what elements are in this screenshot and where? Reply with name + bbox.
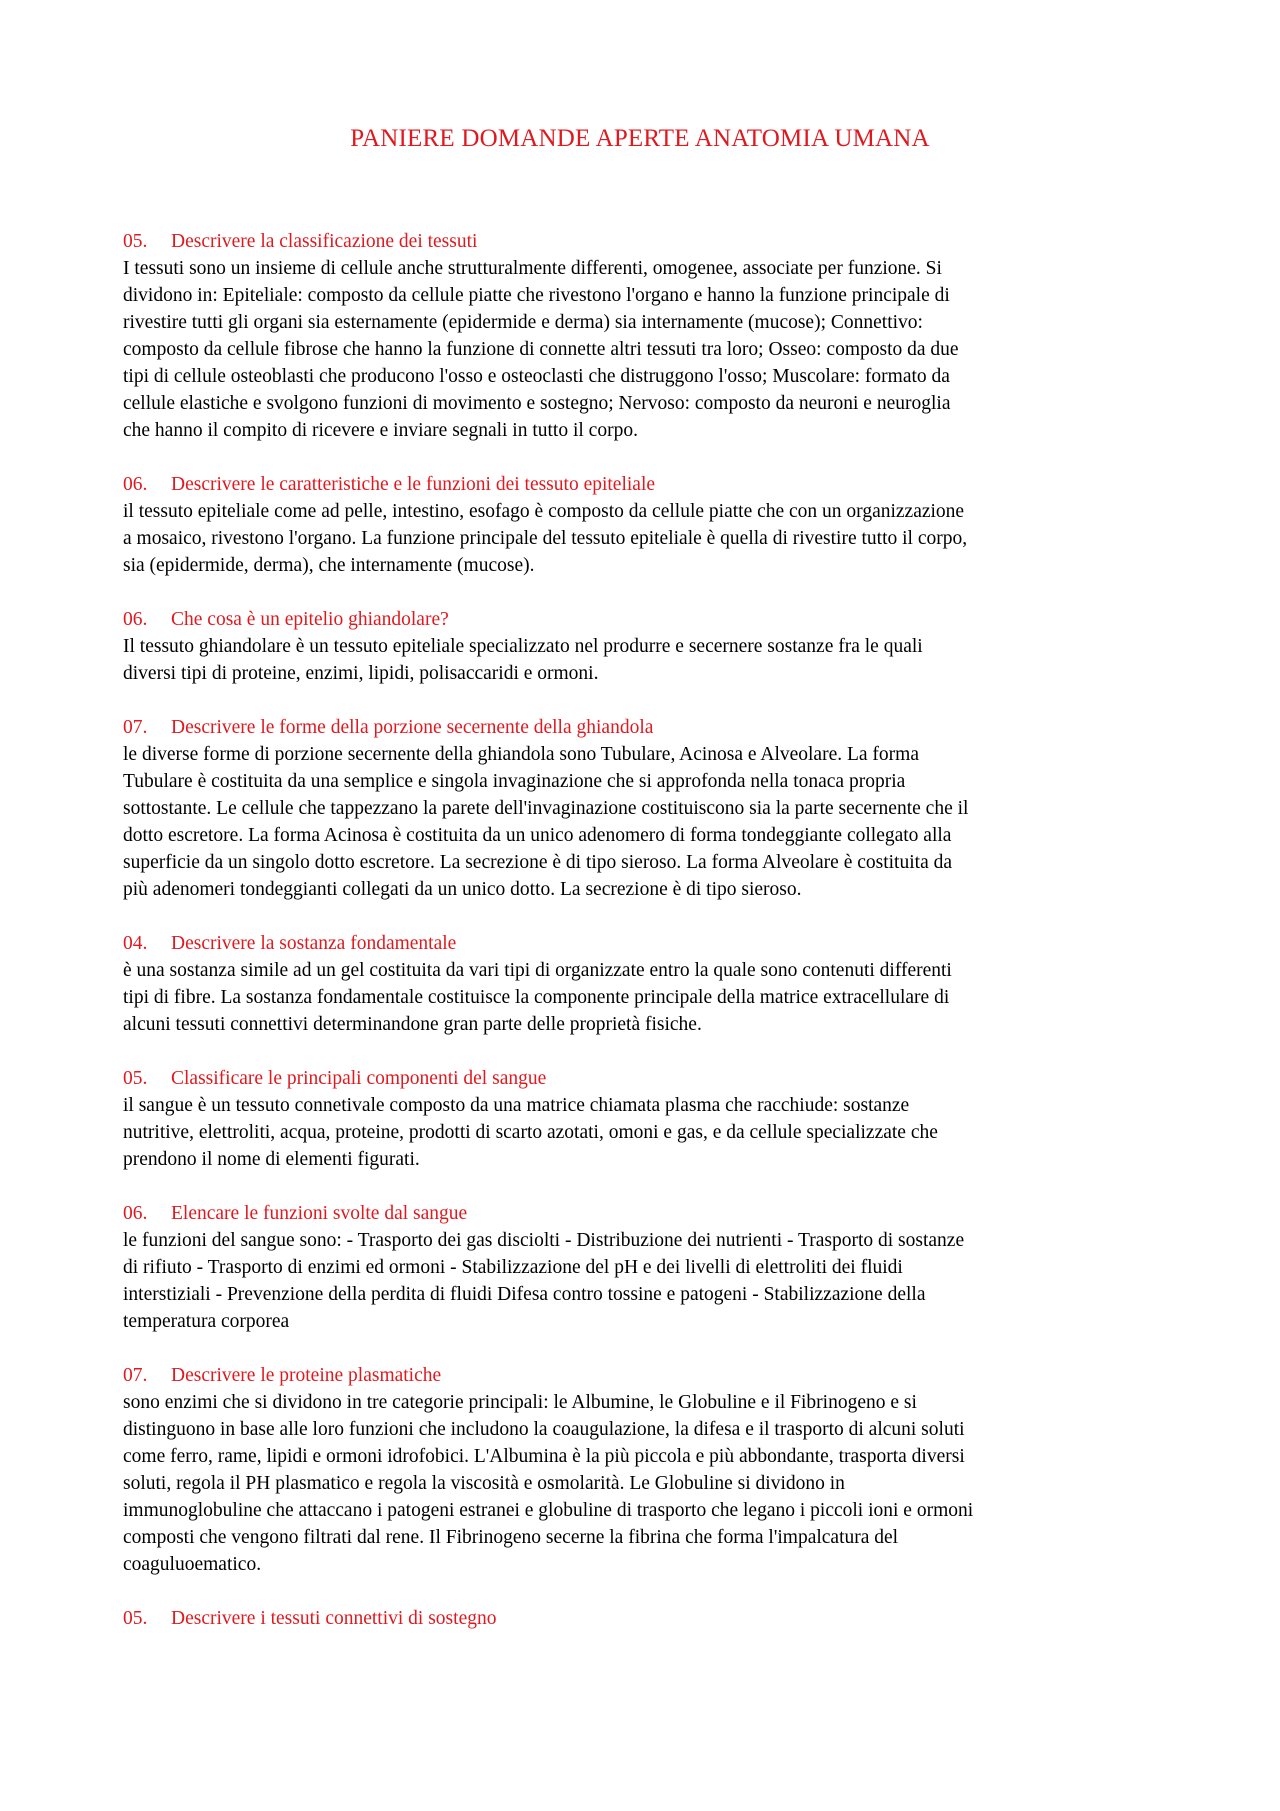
question-heading: [123, 606, 1168, 633]
question-text: Che cosa è un epitelio ghiandolare?: [171, 609, 449, 630]
question-text: Descrivere le forme della porzione secernente della ghiandola: [171, 717, 654, 738]
question-text: Descrivere le caratteristiche e le funzioni dei tessuto epiteliale: [171, 474, 656, 495]
question-text: Descrivere i tessuti connettivi di sostegno: [171, 1608, 497, 1629]
question-heading: [123, 1200, 1168, 1227]
question-number: 06.: [123, 609, 148, 630]
question-section: [123, 1605, 1168, 1632]
answer-text: Il tessuto ghiandolare è un tessuto epiteliale specializzato nel produrre e secernere sostanze fra le quali diversi tipi di proteine, enzimi, lipidi, polisaccaridi e ormoni.: [123, 636, 923, 684]
question-section: [123, 606, 1168, 687]
question-text: Elencare le funzioni svolte dal sangue: [171, 1203, 468, 1224]
question-number: 05.: [123, 231, 148, 252]
question-section: [123, 714, 1168, 903]
answer-text: il tessuto epiteliale come ad pelle, intestino, esofago è composto da cellule piatte che con un organizzazione a mosaico, rivestono l'organo. La funzione principale del tessuto epiteliale è quella di rivestire tutto il corpo, sia (epidermide, derma), che internamente (mucose).: [123, 501, 968, 576]
question-section: [123, 1065, 1168, 1173]
answer-text: sono enzimi che si dividono in tre categorie principali: le Albumine, le Globuline e il Fibrinogeno e si distinguono in base alle loro funzioni che includono la coaugulazione, la difesa e il trasporto di alcuni soluti come ferro, rame, lipidi e ormoni idrofobici. L'Albumina è la più piccola e più abbondante, trasporta diversi soluti, regola il PH plasmatico e regola la viscosità e osmolarità. Le Globuline si dividono in immunoglobuline che attaccano i patogeni estranei e globuline di trasporto che legano i piccoli ioni e ormoni composti che vengono filtrati dal rene. Il Fibrinogeno secerne la fibrina che forma l'impalcatura del coaguluoematico.: [123, 1392, 974, 1575]
answer-text: il sangue è un tessuto connetivale composto da una matrice chiamata plasma che racchiude: sostanze nutritive, elettroliti, acqua, proteine, prodotti di scarto azotati, omoni e gas, e da cellule specializzate che prendono il nome di elementi figurati.: [123, 1095, 938, 1170]
question-section: [123, 471, 1168, 579]
question-text: Classificare le principali componenti del sangue: [171, 1068, 547, 1089]
question-heading: [123, 1362, 1168, 1389]
question-section: [123, 1200, 1168, 1335]
question-number: 06.: [123, 1203, 148, 1224]
question-number: 05.: [123, 1608, 148, 1629]
document-title: PANIERE DOMANDE APERTE ANATOMIA UMANA: [350, 125, 930, 152]
question-number: 07.: [123, 717, 148, 738]
question-heading: [123, 228, 1168, 255]
question-section: [123, 930, 1168, 1038]
answer-text: I tessuti sono un insieme di cellule anche strutturalmente differenti, omogenee, associate per funzione. Si dividono in: Epiteliale: composto da cellule piatte che rivestono l'organo e hanno la funzione principale di rivestire tutti gli organi sia esternamente (epidermide e derma) sia internamente (mucose); Connettivo: composto da cellule fibrose che hanno la funzione di connette altri tessuti tra loro; Osseo: composto da due tipi di cellule osteoblasti che producono l'osso e osteoclasti che distruggono l'osso; Muscolare: formato da cellule elastiche e svolgono funzioni di movimento e sostegno; Nervoso: composto da neuroni e neuroglia che hanno il compito di ricevere e inviare segnali in tutto il corpo.: [123, 258, 959, 441]
question-number: 04.: [123, 933, 148, 954]
document-content: [123, 228, 1168, 1659]
question-heading: [123, 1065, 1168, 1092]
question-text: Descrivere la sostanza fondamentale: [171, 933, 457, 954]
answer-text: è una sostanza simile ad un gel costituita da vari tipi di organizzate entro la quale sono contenuti differenti tipi di fibre. La sostanza fondamentale costituisce la componente principale della matrice extracellulare di alcuni tessuti connettivi determinandone gran parte delle proprietà fisiche.: [123, 960, 952, 1035]
question-text: Descrivere la classificazione dei tessuti: [171, 231, 478, 252]
question-heading: [123, 1605, 1168, 1632]
question-number: 05.: [123, 1068, 148, 1089]
question-heading: [123, 930, 1168, 957]
answer-text: le funzioni del sangue sono: - Trasporto dei gas disciolti - Distribuzione dei nutrienti - Trasporto di sostanze di rifiuto - Trasporto di enzimi ed ormoni - Stabilizzazione del pH e dei livelli di elettroliti dei fluidi interstiziali - Prevenzione della perdita di fluidi Difesa contro tossine e patogeni - Stabilizzazione della temperatura corporea: [123, 1230, 965, 1332]
question-text: Descrivere le proteine plasmatiche: [171, 1365, 442, 1386]
question-heading: [123, 714, 1168, 741]
answer-text: le diverse forme di porzione secernente della ghiandola sono Tubulare, Acinosa e Alveolare. La forma Tubulare è costituita da una semplice e singola invaginazione che si approfonda nella tonaca propria sottostante. Le cellule che tappezzano la parete dell'invaginazione costituiscono sia la parte secernente che il dotto escretore. La forma Acinosa è costituita da un unico adenomero di forma tondeggiante collegato alla superficie da un singolo dotto escretore. La secrezione è di tipo sieroso. La forma Alveolare è costituita da più adenomeri tondeggianti collegati da un unico dotto. La secrezione è di tipo sieroso.: [123, 744, 969, 900]
question-heading: [123, 471, 1168, 498]
question-section: [123, 1362, 1168, 1578]
question-number: 07.: [123, 1365, 148, 1386]
question-section: [123, 228, 1168, 444]
question-number: 06.: [123, 474, 148, 495]
